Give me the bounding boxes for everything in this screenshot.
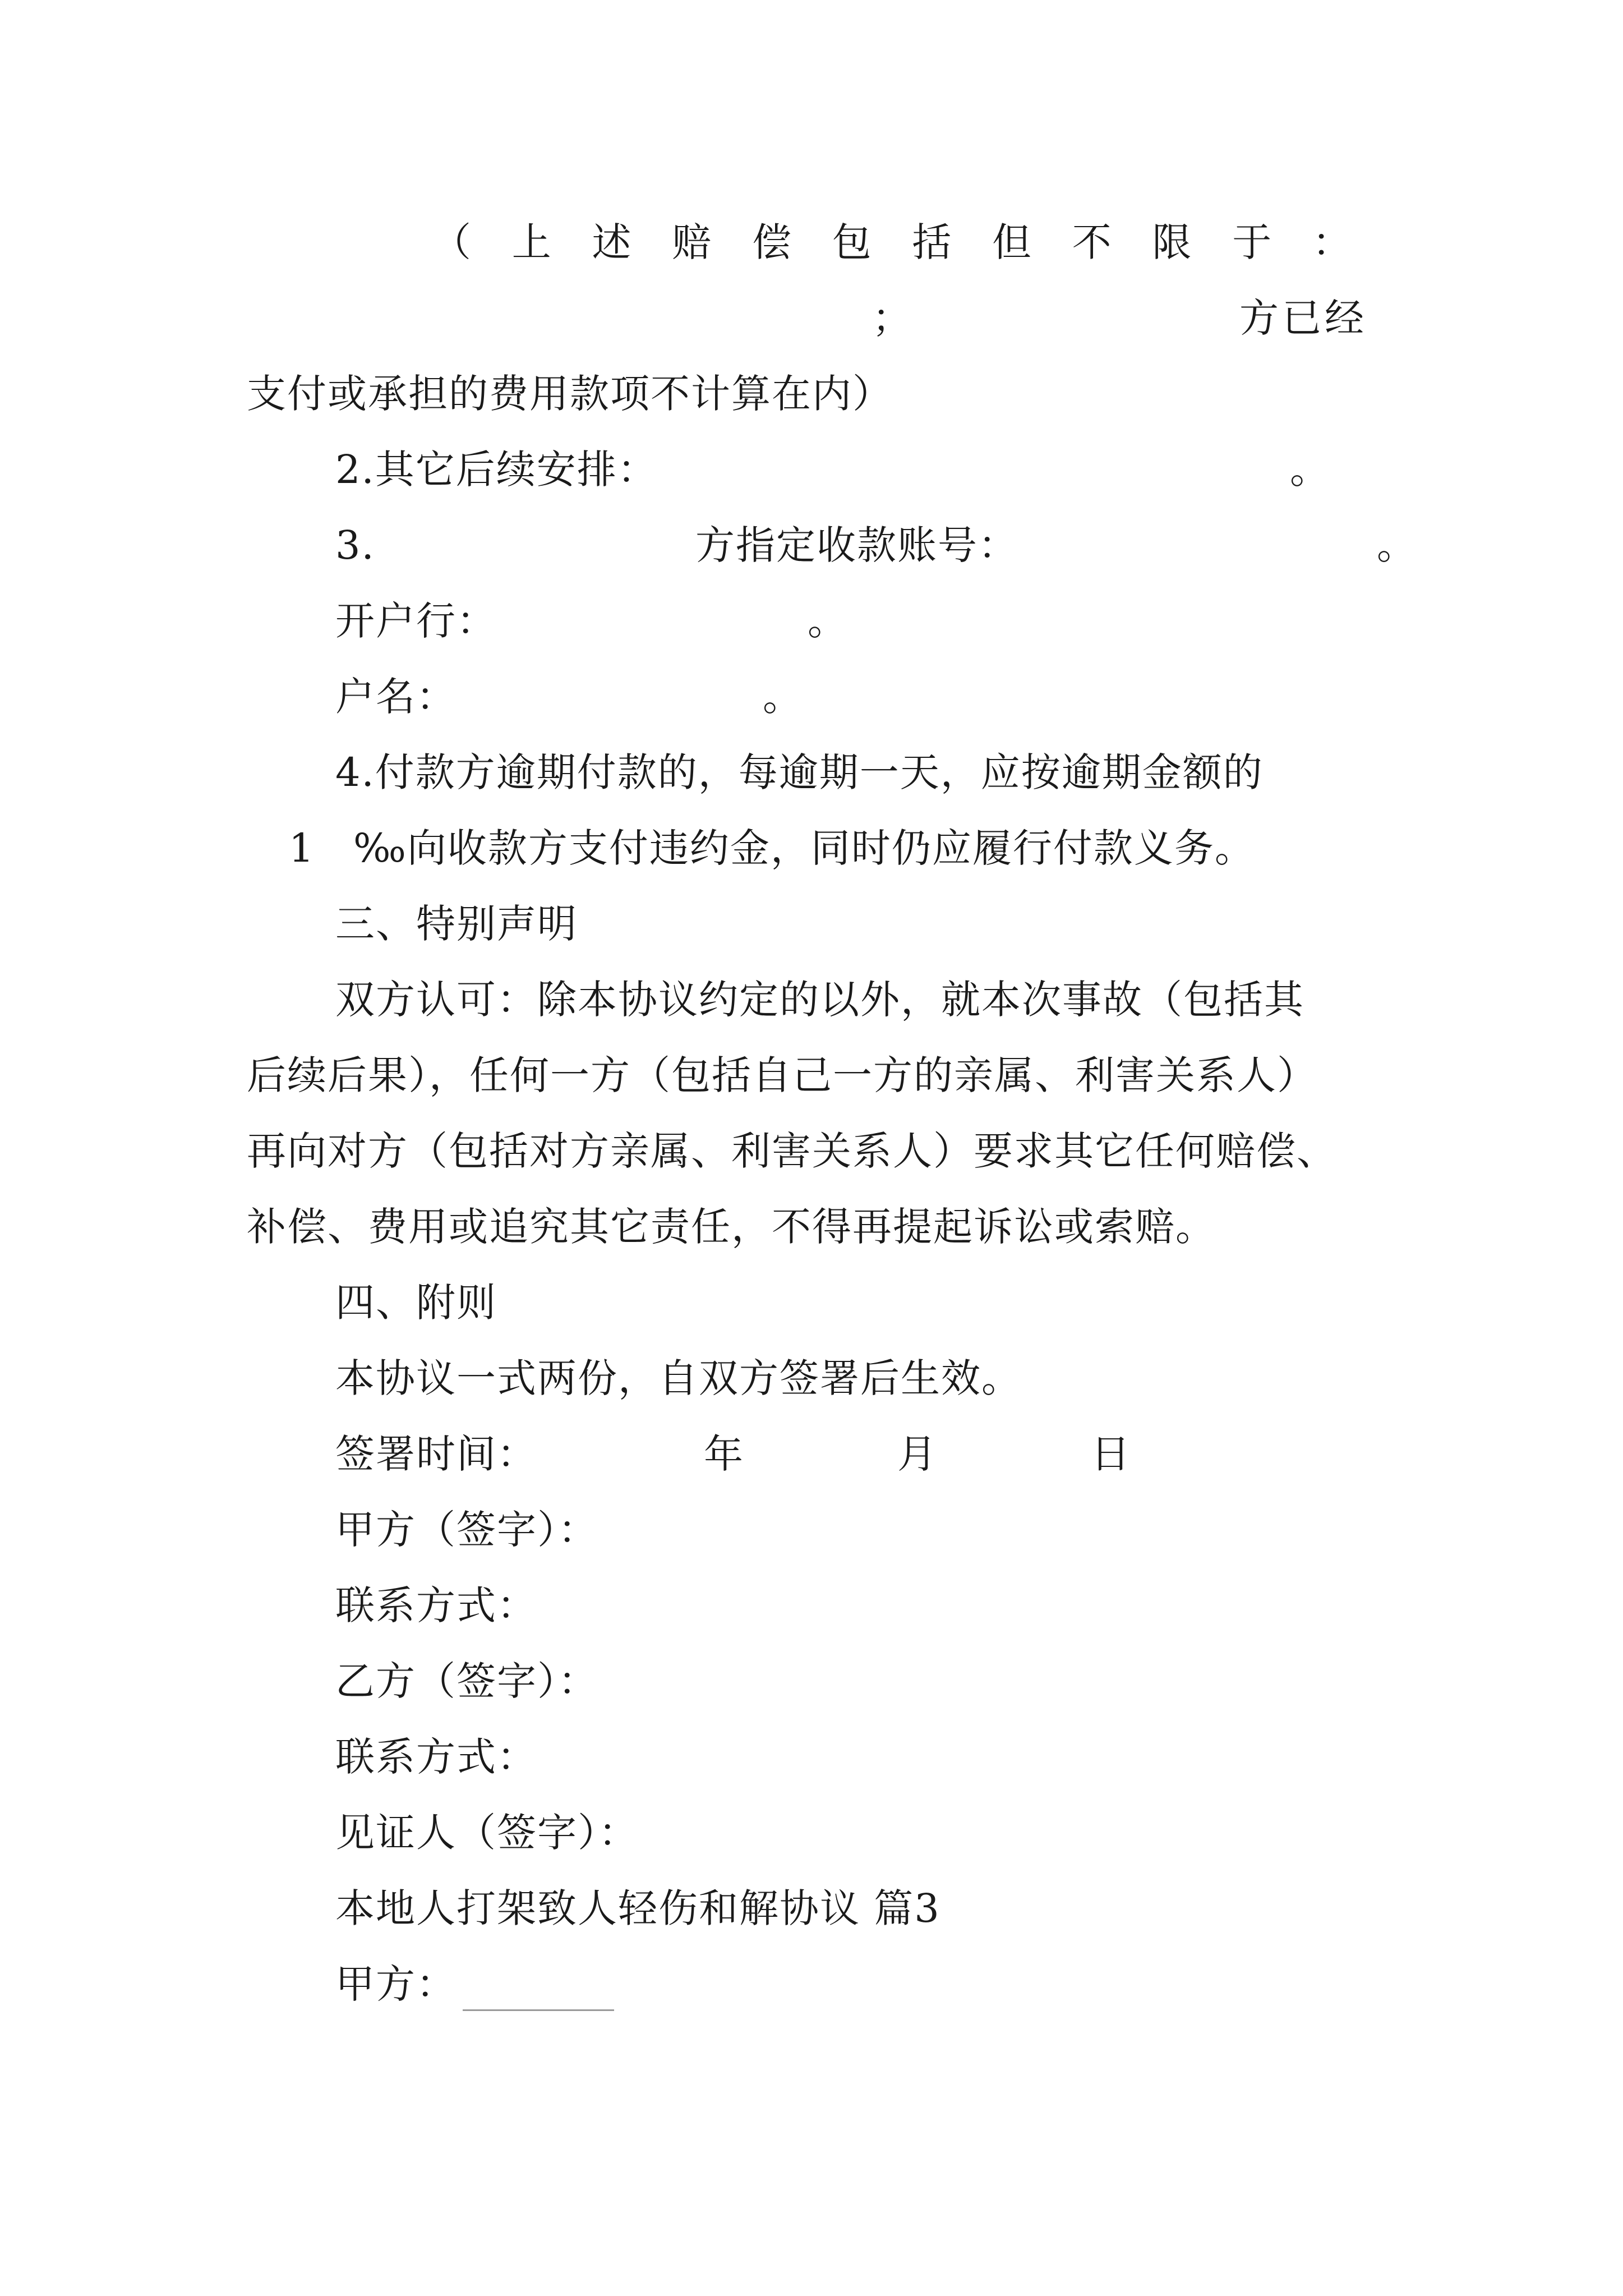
spread-char: 赔 [672,219,712,265]
next-agreement-title: 本地人打架致人轻伤和解协议 篇3 [335,1885,940,1931]
compensation-semicolon: ； [872,295,912,341]
receiving-account-label: 方指定收款账号： [695,522,1018,568]
spread-char: ： [1312,219,1352,265]
signing-year: 年 [704,1431,744,1477]
special-statement-paragraph-2: 后续后果），任何一方（包括自己一方的亲属、利害关系人） [247,1052,1317,1098]
section-heading-supplementary: 四、附则 [335,1280,497,1326]
spread-char: （ [432,219,471,265]
party-a-blank-line [463,2009,614,2011]
account-name-label: 户名： [335,674,457,720]
paid-by-party-text: 方已经 [1239,295,1367,341]
receiving-account-end: 。 [1377,522,1417,568]
item3-number: 3. [335,522,375,568]
signing-time-label: 签署时间： [335,1431,537,1477]
spread-char: 但 [992,219,1032,265]
bank-end: 。 [808,598,848,644]
late-payment-rate: 1 [289,825,315,871]
supplementary-paragraph-1: 本协议一式两份，自双方签署后生效。 [335,1355,1022,1401]
spread-char: 括 [912,219,952,265]
party-b-contact-label: 联系方式： [335,1734,537,1780]
special-statement-paragraph-1: 双方认可：除本协议约定的以外，就本次事故（包括其 [335,977,1304,1023]
section-heading-special-statement: 三、特别声明 [335,901,578,947]
spread-char: 上 [511,219,551,265]
follow-up-end: 。 [1290,447,1330,493]
party-b-signature-label: 乙方（签字）： [335,1658,598,1704]
signing-month: 月 [897,1431,938,1477]
compensation-scope-line [432,220,1352,265]
bank-label: 开户行： [335,598,497,644]
late-payment-clause-line2: ‰向收款方支付违约金，同时仍应履行付款义务。 [353,825,1255,871]
spread-char: 于 [1232,219,1272,265]
signing-day: 日 [1091,1431,1131,1477]
late-payment-clause-line1: 4.付款方逾期付款的，每逾期一天，应按逾期金额的 [335,749,1264,795]
next-party-a-label: 甲方： [335,1961,457,2007]
account-name-end: 。 [763,674,803,720]
party-a-contact-label: 联系方式： [335,1582,537,1628]
spread-char: 述 [592,219,631,265]
spread-char: 偿 [751,219,791,265]
special-statement-paragraph-4: 补偿、费用或追究其它责任，不得再提起诉讼或索赔。 [247,1204,1216,1250]
spread-char: 限 [1152,219,1192,265]
special-statement-paragraph-3: 再向对方（包括对方亲属、利害关系人）要求其它任何赔偿、 [247,1128,1337,1174]
witness-signature-label: 见证人（签字）： [335,1810,639,1856]
excluded-costs-text: 支付或承担的费用款项不计算在内） [247,371,893,417]
spread-char: 不 [1072,219,1112,265]
party-a-signature-label: 甲方（签字）： [335,1507,598,1553]
follow-up-arrangement: 2.其它后续安排： [335,447,658,493]
spread-char: 包 [832,219,872,265]
